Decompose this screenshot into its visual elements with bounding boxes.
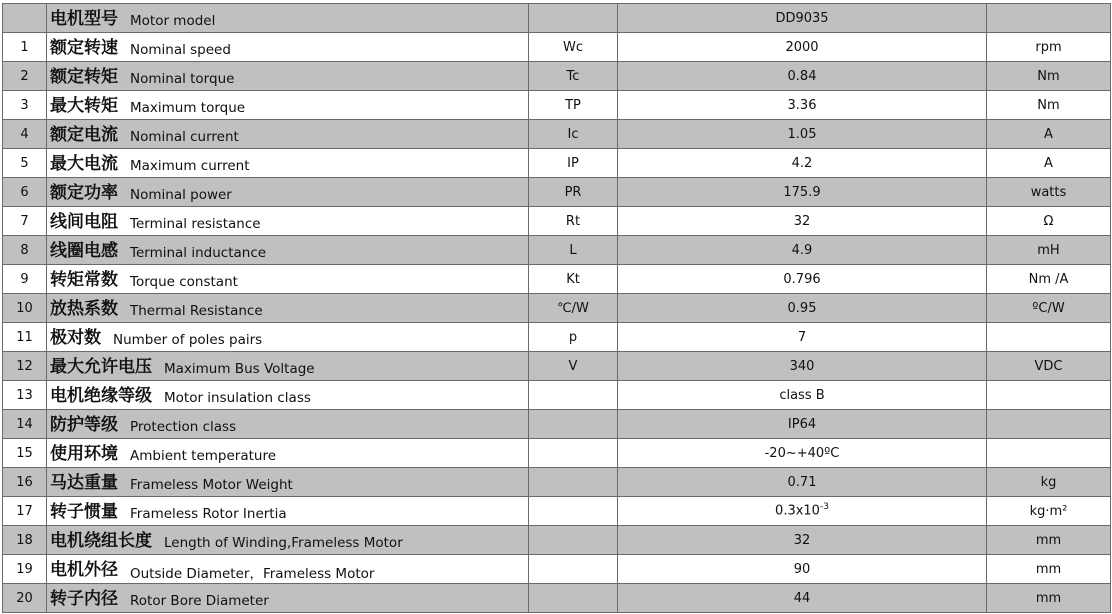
symbol-text: Wc <box>562 39 583 55</box>
value-text: class B <box>779 387 825 403</box>
parameter-en-label: Motor insulation class <box>164 390 311 406</box>
row-symbol-cell <box>529 294 618 323</box>
row-unit-cell <box>987 265 1111 294</box>
table-row <box>3 178 1111 207</box>
row-index: 8 <box>3 236 47 265</box>
header-name-cell <box>47 4 529 33</box>
row-index: 13 <box>3 381 47 410</box>
symbol-text: Rt <box>565 213 581 229</box>
row-unit-cell <box>987 352 1111 381</box>
row-unit-cell <box>987 323 1111 352</box>
header-index-cell <box>3 4 47 33</box>
row-value-cell <box>618 91 987 120</box>
parameter-cn-label: 线间电阻 <box>50 211 118 232</box>
parameter-en-label: Maximum current <box>130 158 250 174</box>
symbol-text: L <box>569 242 577 258</box>
row-parameter-cell <box>47 381 529 410</box>
row-symbol-cell <box>529 555 618 584</box>
parameter-cn-label: 使用环境 <box>50 443 118 464</box>
row-index: 6 <box>3 178 47 207</box>
motor-spec-table <box>2 3 1111 613</box>
parameter-cn-label: 额定转矩 <box>50 66 118 87</box>
row-unit-cell <box>987 497 1111 526</box>
value-text: 1.05 <box>787 126 817 142</box>
row-index: 16 <box>3 468 47 497</box>
table-row <box>3 497 1111 526</box>
row-index: 10 <box>3 294 47 323</box>
unit-text: rpm <box>1035 39 1062 55</box>
row-value-cell <box>618 381 987 410</box>
row-symbol-cell <box>529 323 618 352</box>
value-text: 3.36 <box>787 97 817 113</box>
value-text: 0.84 <box>787 68 817 84</box>
row-parameter-cell <box>47 91 529 120</box>
value-text: 0.71 <box>787 474 817 490</box>
row-index: 2 <box>3 62 47 91</box>
row-value-cell <box>618 236 987 265</box>
parameter-cn-label: 防护等级 <box>50 414 118 435</box>
value-text: 32 <box>793 213 811 229</box>
row-parameter-cell <box>47 62 529 91</box>
parameter-cn-label: 马达重量 <box>50 472 118 493</box>
value-text: IP64 <box>787 416 817 432</box>
row-symbol-cell <box>529 120 618 149</box>
unit-text: VDC <box>1034 358 1063 374</box>
row-unit-cell <box>987 91 1111 120</box>
row-index: 11 <box>3 323 47 352</box>
value-text: 340 <box>789 358 815 374</box>
parameter-cn-label: 最大转矩 <box>50 95 118 116</box>
unit-text: A <box>1044 126 1053 142</box>
parameter-cn-label: 转子惯量 <box>50 501 118 522</box>
unit-text: ºC/W <box>1032 300 1065 316</box>
row-symbol-cell <box>529 497 618 526</box>
row-symbol-cell <box>529 265 618 294</box>
parameter-cn-label: 线圈电感 <box>50 240 118 261</box>
row-index: 18 <box>3 526 47 555</box>
row-parameter-cell <box>47 497 529 526</box>
parameter-cn-label: 额定转速 <box>50 37 118 58</box>
parameter-en-label: Terminal resistance <box>130 216 261 232</box>
row-value-cell <box>618 120 987 149</box>
table-row <box>3 149 1111 178</box>
row-symbol-cell <box>529 62 618 91</box>
parameter-cn-label: 额定功率 <box>50 182 118 203</box>
row-unit-cell <box>987 236 1111 265</box>
parameter-en-label: Frameless Motor Weight <box>130 477 293 493</box>
parameter-cn-label: 极对数 <box>50 327 101 348</box>
parameter-en-label: Nominal current <box>130 129 239 145</box>
value-text: -20~+40ºC <box>764 445 840 461</box>
row-value-cell <box>618 352 987 381</box>
unit-text: mm <box>1035 590 1062 606</box>
value-exponent: -3 <box>819 502 829 513</box>
row-value-cell <box>618 439 987 468</box>
row-index: 20 <box>3 584 47 613</box>
row-parameter-cell <box>47 352 529 381</box>
symbol-text: Tc <box>566 68 580 84</box>
unit-text: mH <box>1037 242 1060 258</box>
parameter-en-label: Torque constant <box>130 274 238 290</box>
value-text: 2000 <box>785 39 819 55</box>
parameter-en-label: Terminal inductance <box>130 245 267 261</box>
table-row <box>3 410 1111 439</box>
header-value-cell <box>618 4 987 33</box>
parameter-cn-label: 电机绕组长度 <box>50 530 152 551</box>
value-text: 4.9 <box>791 242 813 258</box>
unit-text: Ω <box>1043 213 1054 229</box>
parameter-cn-label: 转子内径 <box>50 588 118 609</box>
row-value-cell <box>618 526 987 555</box>
row-symbol-cell <box>529 352 618 381</box>
unit-text: kg·m² <box>1029 503 1068 519</box>
row-value-cell <box>618 497 987 526</box>
table-row <box>3 120 1111 149</box>
parameter-cn-label: 电机绝缘等级 <box>50 385 152 406</box>
table-row <box>3 323 1111 352</box>
parameter-en-label: Length of Winding,Frameless Motor <box>164 535 403 551</box>
unit-text: mm <box>1035 561 1062 577</box>
row-parameter-cell <box>47 149 529 178</box>
row-value-cell <box>618 33 987 62</box>
row-unit-cell <box>987 294 1111 323</box>
symbol-text: IP <box>567 155 579 171</box>
row-parameter-cell <box>47 294 529 323</box>
row-symbol-cell <box>529 91 618 120</box>
table-row <box>3 294 1111 323</box>
row-unit-cell <box>987 584 1111 613</box>
parameter-en-label: Frameless Rotor Inertia <box>130 506 287 522</box>
parameter-cn-label: 最大允许电压 <box>50 356 152 377</box>
table-row <box>3 91 1111 120</box>
row-symbol-cell <box>529 149 618 178</box>
parameter-cn-label: 电机外径 <box>50 559 118 580</box>
motor-model-value: DD9035 <box>775 10 829 26</box>
value-text: 0.796 <box>783 271 821 287</box>
row-index: 17 <box>3 497 47 526</box>
table-row <box>3 352 1111 381</box>
row-index: 3 <box>3 91 47 120</box>
parameter-en-label: Ambient temperature <box>130 448 277 464</box>
table-row <box>3 584 1111 613</box>
row-parameter-cell <box>47 555 529 584</box>
parameter-en-label: Maximum torque <box>130 100 246 116</box>
row-parameter-cell <box>47 207 529 236</box>
parameter-en-label: Rotor Bore Diameter <box>130 593 269 609</box>
row-parameter-cell <box>47 265 529 294</box>
unit-text: Nm <box>1037 97 1060 113</box>
symbol-text: Kt <box>566 271 580 287</box>
row-unit-cell <box>987 526 1111 555</box>
table-row <box>3 33 1111 62</box>
row-unit-cell <box>987 410 1111 439</box>
table-row <box>3 207 1111 236</box>
parameter-en-label: Number of poles pairs <box>113 332 263 348</box>
row-symbol-cell <box>529 207 618 236</box>
symbol-text: PR <box>564 184 582 200</box>
table-row <box>3 236 1111 265</box>
header-symbol-cell <box>529 4 618 33</box>
unit-text: kg <box>1040 474 1057 490</box>
row-value-cell <box>618 555 987 584</box>
row-index: 9 <box>3 265 47 294</box>
symbol-text: ℃/W <box>557 300 589 316</box>
header-row <box>3 4 1111 33</box>
row-symbol-cell <box>529 33 618 62</box>
row-unit-cell <box>987 555 1111 584</box>
row-symbol-cell <box>529 526 618 555</box>
row-symbol-cell <box>529 468 618 497</box>
header-cn-label: 电机型号 <box>50 8 118 29</box>
row-unit-cell <box>987 207 1111 236</box>
value-text: 32 <box>793 532 811 548</box>
parameter-cn-label: 转矩常数 <box>50 269 118 290</box>
header-en-label: Motor model <box>130 13 216 29</box>
table-row <box>3 468 1111 497</box>
symbol-text: V <box>568 358 578 374</box>
row-value-cell <box>618 62 987 91</box>
row-parameter-cell <box>47 468 529 497</box>
row-index: 4 <box>3 120 47 149</box>
parameter-en-label: Protection class <box>130 419 237 435</box>
row-unit-cell <box>987 381 1111 410</box>
row-unit-cell <box>987 62 1111 91</box>
row-value-cell <box>618 149 987 178</box>
row-unit-cell <box>987 178 1111 207</box>
table-row <box>3 62 1111 91</box>
parameter-en-label: Nominal power <box>130 187 232 203</box>
unit-text: A <box>1044 155 1053 171</box>
row-value-cell <box>618 410 987 439</box>
unit-text: mm <box>1035 532 1062 548</box>
row-unit-cell <box>987 120 1111 149</box>
row-index: 1 <box>3 33 47 62</box>
row-symbol-cell <box>529 178 618 207</box>
row-parameter-cell <box>47 526 529 555</box>
table-row <box>3 265 1111 294</box>
row-unit-cell <box>987 33 1111 62</box>
value-text: 175.9 <box>783 184 821 200</box>
row-index: 12 <box>3 352 47 381</box>
value-text: 7 <box>797 329 807 345</box>
table-row <box>3 555 1111 584</box>
row-value-cell <box>618 468 987 497</box>
parameter-cn-label: 放热系数 <box>50 298 118 319</box>
parameter-cn-label: 最大电流 <box>50 153 118 174</box>
row-parameter-cell <box>47 178 529 207</box>
parameter-en-label: Maximum Bus Voltage <box>164 361 315 377</box>
row-symbol-cell <box>529 381 618 410</box>
row-symbol-cell <box>529 236 618 265</box>
row-unit-cell <box>987 439 1111 468</box>
symbol-text: TP <box>565 97 581 113</box>
unit-text: watts <box>1030 184 1067 200</box>
row-index: 7 <box>3 207 47 236</box>
parameter-en-label: Outside Diameter，Frameless Motor <box>130 566 375 582</box>
row-value-cell <box>618 294 987 323</box>
row-symbol-cell <box>529 410 618 439</box>
value-text: 0.95 <box>787 300 817 316</box>
symbol-text: p <box>568 329 578 345</box>
row-symbol-cell <box>529 439 618 468</box>
row-parameter-cell <box>47 120 529 149</box>
header-unit-cell <box>987 4 1111 33</box>
row-unit-cell <box>987 149 1111 178</box>
row-value-cell <box>618 265 987 294</box>
value-text: 44 <box>793 590 811 606</box>
row-symbol-cell <box>529 584 618 613</box>
row-parameter-cell <box>47 439 529 468</box>
value-text: 90 <box>793 561 811 577</box>
row-index: 15 <box>3 439 47 468</box>
parameter-en-label: Nominal speed <box>130 42 231 58</box>
row-value-cell <box>618 178 987 207</box>
table-row <box>3 526 1111 555</box>
row-parameter-cell <box>47 410 529 439</box>
row-unit-cell <box>987 468 1111 497</box>
table-row <box>3 381 1111 410</box>
table-row <box>3 439 1111 468</box>
unit-text: Nm /A <box>1028 271 1069 287</box>
row-parameter-cell <box>47 323 529 352</box>
symbol-text: Ic <box>567 126 579 142</box>
value-text: 4.2 <box>791 155 813 171</box>
row-parameter-cell <box>47 33 529 62</box>
row-index: 14 <box>3 410 47 439</box>
row-value-cell <box>618 323 987 352</box>
parameter-en-label: Nominal torque <box>130 71 235 87</box>
row-index: 5 <box>3 149 47 178</box>
parameter-cn-label: 额定电流 <box>50 124 118 145</box>
row-value-cell <box>618 207 987 236</box>
value-text: $0.3x10^{-3}$ <box>775 502 829 519</box>
row-value-cell <box>618 584 987 613</box>
row-parameter-cell <box>47 236 529 265</box>
unit-text: Nm <box>1037 68 1060 84</box>
row-index: 19 <box>3 555 47 584</box>
row-parameter-cell <box>47 584 529 613</box>
parameter-en-label: Thermal Resistance <box>130 303 263 319</box>
